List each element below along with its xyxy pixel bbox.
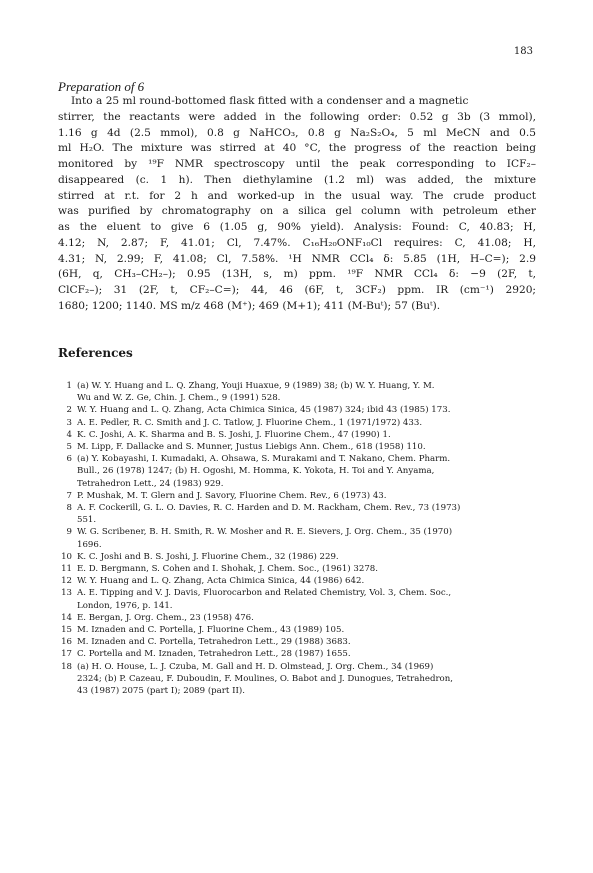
reference-item [58,587,538,611]
reference-line: Tetrahedron Lett., 24 (1983) 929. [77,478,224,489]
reference-line: (a) W. Y. Huang and L. Q. Zhang, Youji Huaxue, 9 (1989) 38; (b) W. Y. Huang, Y. M. [77,381,435,391]
reference-line: Bull., 26 (1978) 1247; (b) H. Ogoshi, M. Homma, K. Yokota, H. Toi and Y. Anyama, [77,466,435,477]
reference-line: 2324; (b) P. Cazeau, F. Duboudin, F. Moulines, O. Babot and J. Dunogues, Tetrahedron, [77,673,453,684]
body-line: 4.31; N, 2.99; F, 41.08; Cl, 7.58%. ¹H NMR CCl₄ δ: 5.85 (1H, H–C=); 2.9 [58,252,536,265]
reference-line: 551. [77,515,97,526]
body-line: stirred at r.t. for 2 h and worked-up in the usual way. The crude product [58,189,536,202]
reference-text [77,636,538,648]
body-line: disappeared (c. 1 h). Then diethylamine (1.2 ml) was added, the mixture [58,173,536,186]
reference-text [77,404,538,416]
reference-number: 10 [61,551,72,562]
reference-item [58,624,538,636]
reference-text [77,441,538,453]
reference-line: (a) H. O. House, L. J. Czuba, M. Gall and H. D. Olmstead, J. Org. Chem., 34 (1969) [77,661,434,672]
reference-number: 8 [66,503,72,514]
reference-number: 13 [61,588,72,599]
reference-item [58,612,538,624]
body-line: (6H, q, CH₃–CH₂–); 0.95 (13H, s, m) ppm. ¹⁹F NMR CCl₄ δ: −9 (2F, t, [58,268,536,281]
reference-line: K. C. Joshi, A. K. Sharma and B. S. Joshi, J. Fluorine Chem., 47 (1990) 1. [77,429,391,440]
reference-line: W. G. Scribener, B. H. Smith, R. W. Mosher and R. E. Sievers, J. Org. Chem., 35 (1970) [77,527,453,538]
reference-line: A. E. Pedler, R. C. Smith and J. C. Tatlow, J. Fluorine Chem., 1 (1971/1972) 433. [77,417,423,428]
reference-item [58,636,538,648]
reference-line: C. Portella and M. Iznaden, Tetrahedron Lett., 28 (1987) 1655. [77,649,351,660]
reference-line: A. E. Tipping and V. J. Davis, Fluorocarbon and Related Chemistry, Vol. 3, Chem. Soc., [77,588,452,599]
reference-line: E. D. Bergmann, S. Cohen and I. Shohak, J. Chem. Soc., (1961) 3278. [77,564,378,575]
reference-number: 6 [66,454,72,465]
reference-item [58,490,538,502]
reference-text [77,380,538,404]
reference-text [77,587,538,611]
reference-number: 2 [66,405,72,416]
reference-text [77,502,538,526]
reference-text [77,575,538,587]
reference-number: 17 [61,649,72,660]
reference-line: M. Iznaden and C. Portella, J. Fluorine Chem., 43 (1989) 105. [77,625,345,636]
reference-line: (a) Y. Kobayashi, I. Kumadaki, A. Ohsawa, S. Murakami and T. Nakano, Chem. Pharm. [77,454,451,465]
reference-line: A. F. Cockerill, G. L. O. Davies, R. C. Harden and D. M. Rackham, Chem. Rev., 73 (1973) [77,503,461,514]
references-heading: References [58,346,133,360]
reference-line: Wu and W. Z. Ge, Chin. J. Chem., 9 (1991) 528. [77,393,281,404]
reference-number: 3 [66,417,72,428]
reference-line: London, 1976, p. 141. [77,600,173,611]
body-line: 1.16 g 4d (2.5 mmol), 0.8 g NaHCO₃, 0.8 g Na₂S₂O₄, 5 ml MeCN and 0.5 [58,126,536,139]
reference-number: 4 [66,429,72,440]
reference-item [58,429,538,441]
reference-item [58,563,538,575]
reference-line: M. Iznaden and C. Portella, Tetrahedron Lett., 29 (1988) 3683. [77,637,351,648]
reference-text [77,648,538,660]
reference-number: 7 [66,490,72,501]
reference-number: 12 [61,576,72,587]
reference-text [77,526,538,550]
reference-item [58,453,538,490]
reference-line: 43 (1987) 2075 (part I); 2089 (part II). [77,686,245,697]
reference-item [58,648,538,660]
reference-line: W. Y. Huang and L. Q. Zhang, Acta Chimica Sinica, 44 (1986) 642. [77,576,365,587]
reference-text [77,551,538,563]
reference-item [58,417,538,429]
body-line: ClCF₂–); 31 (2F, t, CF₂–C=); 44, 46 (6F, t, 3CF₂) ppm. IR (cm⁻¹) 2920; [58,284,536,296]
reference-text [77,429,538,441]
reference-line: M. Lipp, F. Dallacke and S. Munner, Justus Liebigs Ann. Chem., 618 (1958) 110. [77,442,426,453]
body-line: Into a 25 ml round-bottomed flask fitted with a condenser and a magnetic [71,95,469,107]
reference-number: 5 [66,442,72,453]
reference-text [77,453,538,490]
reference-line: 1696. [77,539,102,550]
reference-number: 18 [61,661,72,672]
reference-text [77,624,538,636]
reference-item [58,404,538,416]
reference-number: 15 [61,625,72,636]
reference-text [77,612,538,624]
reference-number: 14 [61,612,72,623]
body-line: was purified by chromatography on a silica gel column with petroleum ether [58,205,536,218]
reference-text [77,563,538,575]
reference-line: E. Bergan, J. Org. Chem., 23 (1958) 476. [77,612,254,623]
body-line: 1680; 1200; 1140. MS m/z 468 (M⁺); 469 (M+1); 411 (M-Buᵗ); 57 (Buᵗ). [58,299,441,312]
reference-number: 16 [61,637,72,648]
reference-item [58,551,538,563]
reference-number: 9 [66,527,72,538]
page-number: 183 [513,46,533,57]
reference-item [58,380,538,404]
reference-item [58,441,538,453]
reference-number: 1 [66,381,72,391]
reference-item [58,661,538,698]
reference-line: K. C. Joshi and B. S. Joshi, J. Fluorine Chem., 32 (1986) 229. [77,551,339,562]
body-line: 4.12; N, 2.87; F, 41.01; Cl, 7.47%. C₁₆H₂₀ONF₁₀Cl requires: C, 41.08; H, [58,236,536,249]
reference-number: 11 [61,564,72,575]
reference-item [58,526,538,550]
references-list [58,380,538,697]
reference-text [77,661,538,698]
experimental-paragraph [58,94,536,315]
reference-item [58,575,538,587]
body-line: as the eluent to give 6 (1.05 g, 90% yield). Analysis: Found: C, 40.83; H, [58,221,536,233]
reference-text [77,490,538,502]
reference-text [77,417,538,429]
body-line: stirrer, the reactants were added in the following order: 0.52 g 3b (3 mmol), [58,110,536,123]
body-line: ml H₂O. The mixture was stirred at 40 °C, the progress of the reaction being [58,142,536,155]
section-heading: Preparation of 6 [58,79,145,94]
reference-line: P. Mushak, M. T. Glern and J. Savory, Fluorine Chem. Rev., 6 (1973) 43. [77,490,387,501]
reference-item [58,502,538,526]
reference-line: W. Y. Huang and L. Q. Zhang, Acta Chimica Sinica, 45 (1987) 324; ibid 43 (1985) 173. [77,405,451,416]
body-line: monitored by ¹⁹F NMR spectroscopy until the peak corresponding to ICF₂– [58,158,536,170]
